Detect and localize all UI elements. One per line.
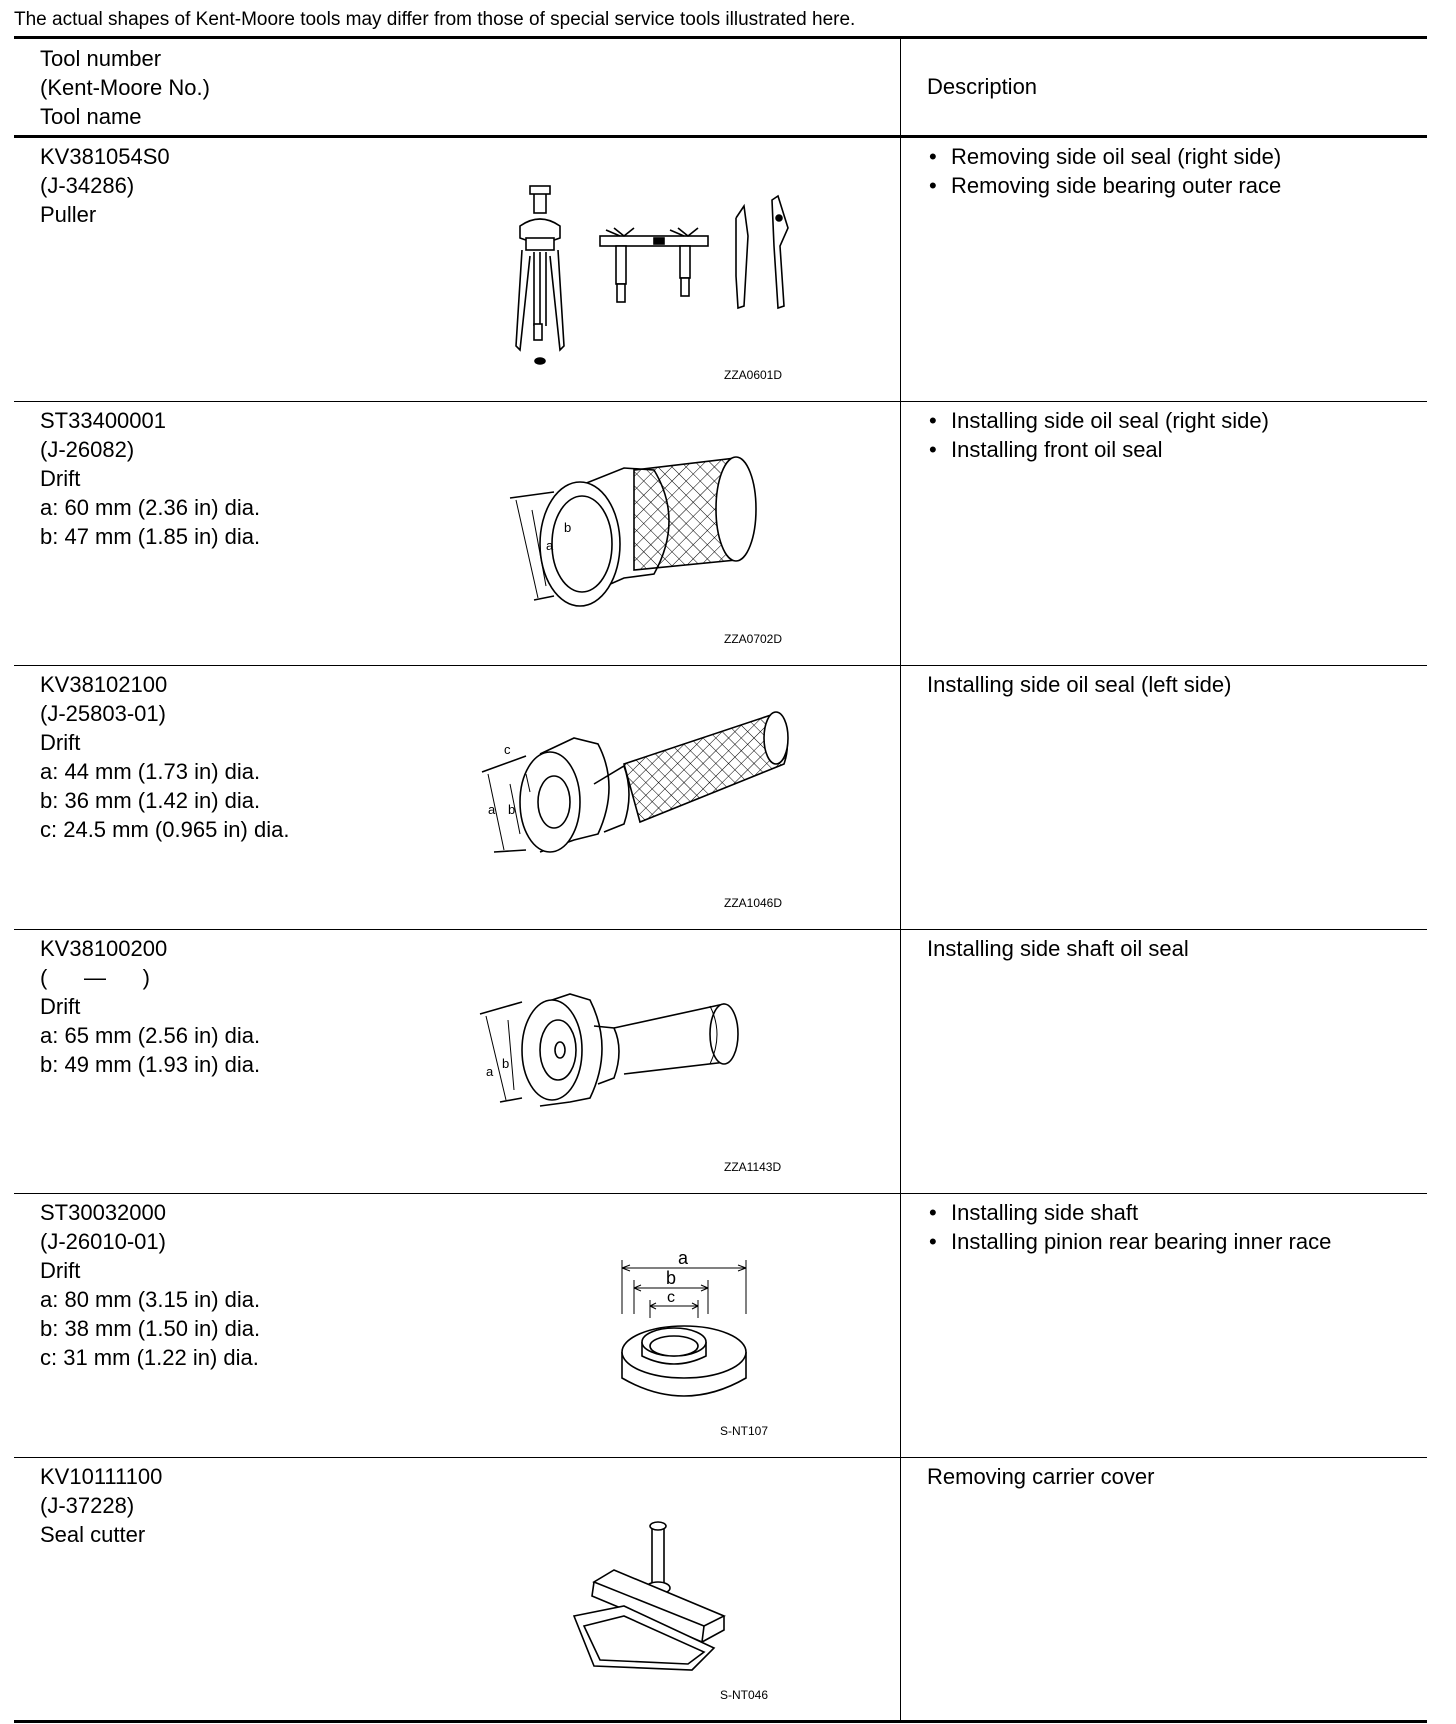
description-item: • Installing pinion rear bearing inner race bbox=[927, 1227, 1331, 1256]
dim-label: a bbox=[546, 538, 554, 553]
kent-moore-number: (J-25803-01) bbox=[40, 701, 166, 726]
tool-name: Drift bbox=[40, 466, 81, 491]
tool-description bbox=[927, 406, 1269, 464]
tool-description bbox=[927, 1198, 1331, 1256]
header-tool-column bbox=[40, 44, 210, 131]
header-description: Description bbox=[927, 74, 1038, 99]
header-tool-name: Tool name bbox=[40, 104, 142, 129]
tool-info bbox=[40, 142, 170, 229]
tool-number: KV38102100 bbox=[40, 672, 168, 697]
image-code: ZZA0702D bbox=[724, 632, 783, 646]
table-row bbox=[14, 930, 1427, 1194]
tool-name: Drift bbox=[40, 730, 81, 755]
tool-spec: a: 60 mm (2.36 in) dia. bbox=[40, 495, 261, 520]
tool-description bbox=[927, 1462, 1154, 1491]
puller-icon bbox=[474, 146, 854, 386]
tool-info bbox=[40, 1462, 162, 1549]
description-text: Installing side shaft oil seal bbox=[927, 936, 1189, 961]
tool-number: KV10111100 bbox=[40, 1464, 163, 1489]
stepped-drift-icon bbox=[474, 938, 854, 1178]
dim-label: b bbox=[502, 1056, 510, 1071]
image-code: ZZA1143D bbox=[724, 1160, 782, 1174]
drift-illustration bbox=[474, 674, 854, 914]
tool-name: Seal cutter bbox=[40, 1522, 146, 1547]
image-code: ZZA1046D bbox=[724, 896, 783, 910]
description-item: • Removing side bearing outer race bbox=[927, 171, 1281, 200]
dim-label: b bbox=[508, 802, 516, 817]
tool-number: ST30032000 bbox=[40, 1200, 166, 1225]
kent-moore-number: ( — ) bbox=[40, 965, 150, 990]
drift-illustration bbox=[474, 938, 854, 1178]
tool-info bbox=[40, 406, 260, 551]
dim-label: b bbox=[666, 1268, 677, 1288]
kent-moore-number: (J-26082) bbox=[40, 437, 135, 462]
kent-moore-number: (J-37228) bbox=[40, 1493, 135, 1518]
dim-label: b bbox=[564, 520, 572, 535]
tool-number: ST33400001 bbox=[40, 408, 166, 433]
tool-number: KV38100200 bbox=[40, 936, 168, 961]
table-header bbox=[14, 39, 1427, 138]
dim-label: a bbox=[486, 1064, 494, 1079]
table-bottom-rule bbox=[14, 1720, 1427, 1723]
tool-name: Puller bbox=[40, 202, 97, 227]
tool-info bbox=[40, 670, 289, 844]
header-tool-number: Tool number bbox=[40, 46, 162, 71]
drift-illustration bbox=[474, 1202, 854, 1442]
table-row bbox=[14, 1458, 1427, 1722]
description-item: • Installing front oil seal bbox=[927, 435, 1269, 464]
tool-number: KV381054S0 bbox=[40, 144, 170, 169]
tool-description bbox=[927, 142, 1281, 200]
kent-moore-number: (J-26010-01) bbox=[40, 1229, 166, 1254]
tool-spec: b: 38 mm (1.50 in) dia. bbox=[40, 1316, 261, 1341]
tool-info bbox=[40, 1198, 260, 1372]
tool-spec: c: 31 mm (1.22 in) dia. bbox=[40, 1345, 259, 1370]
image-code: ZZA0601D bbox=[724, 368, 783, 382]
drift-illustration bbox=[474, 410, 854, 650]
table-row bbox=[14, 666, 1427, 930]
tool-spec: a: 80 mm (3.15 in) dia. bbox=[40, 1287, 261, 1312]
description-item: • Removing side oil seal (right side) bbox=[927, 142, 1281, 171]
tool-name: Drift bbox=[40, 1258, 81, 1283]
tool-description bbox=[927, 670, 1231, 699]
dim-label: a bbox=[488, 802, 496, 817]
tool-spec: b: 47 mm (1.85 in) dia. bbox=[40, 524, 261, 549]
description-item: • Installing side shaft bbox=[927, 1198, 1331, 1227]
puller-illustration bbox=[474, 146, 854, 386]
table-row bbox=[14, 402, 1427, 666]
page-note: The actual shapes of Kent-Moore tools may differ from those of special service tools illustrated here. bbox=[14, 9, 856, 30]
seal-cutter-icon bbox=[474, 1466, 854, 1706]
tool-spec: c: 24.5 mm (0.965 in) dia. bbox=[40, 817, 290, 842]
tool-spec: a: 65 mm (2.56 in) dia. bbox=[40, 1023, 261, 1048]
table-row bbox=[14, 138, 1427, 402]
kent-moore-number: (J-34286) bbox=[40, 173, 135, 198]
dim-label: a bbox=[678, 1248, 689, 1268]
description-text: Removing carrier cover bbox=[927, 1464, 1155, 1489]
tool-spec: b: 49 mm (1.93 in) dia. bbox=[40, 1052, 261, 1077]
knurled-drift-icon bbox=[474, 410, 854, 650]
header-kent-moore: (Kent-Moore No.) bbox=[40, 75, 210, 100]
long-drift-icon bbox=[474, 674, 854, 914]
tool-spec: a: 44 mm (1.73 in) dia. bbox=[40, 759, 261, 784]
dim-label: c bbox=[504, 742, 511, 757]
table-row bbox=[14, 1194, 1427, 1458]
image-code: S-NT046 bbox=[720, 1688, 769, 1702]
description-item: • Installing side oil seal (right side) bbox=[927, 406, 1269, 435]
tool-description bbox=[927, 934, 1189, 963]
tool-info bbox=[40, 934, 260, 1079]
seal-cutter-illustration bbox=[474, 1466, 854, 1706]
image-code: S-NT107 bbox=[720, 1424, 769, 1438]
tool-spec: b: 36 mm (1.42 in) dia. bbox=[40, 788, 261, 813]
description-text: Installing side oil seal (left side) bbox=[927, 672, 1232, 697]
tool-name: Drift bbox=[40, 994, 81, 1019]
ring-drift-icon bbox=[474, 1202, 854, 1442]
dim-label: c bbox=[667, 1289, 675, 1306]
